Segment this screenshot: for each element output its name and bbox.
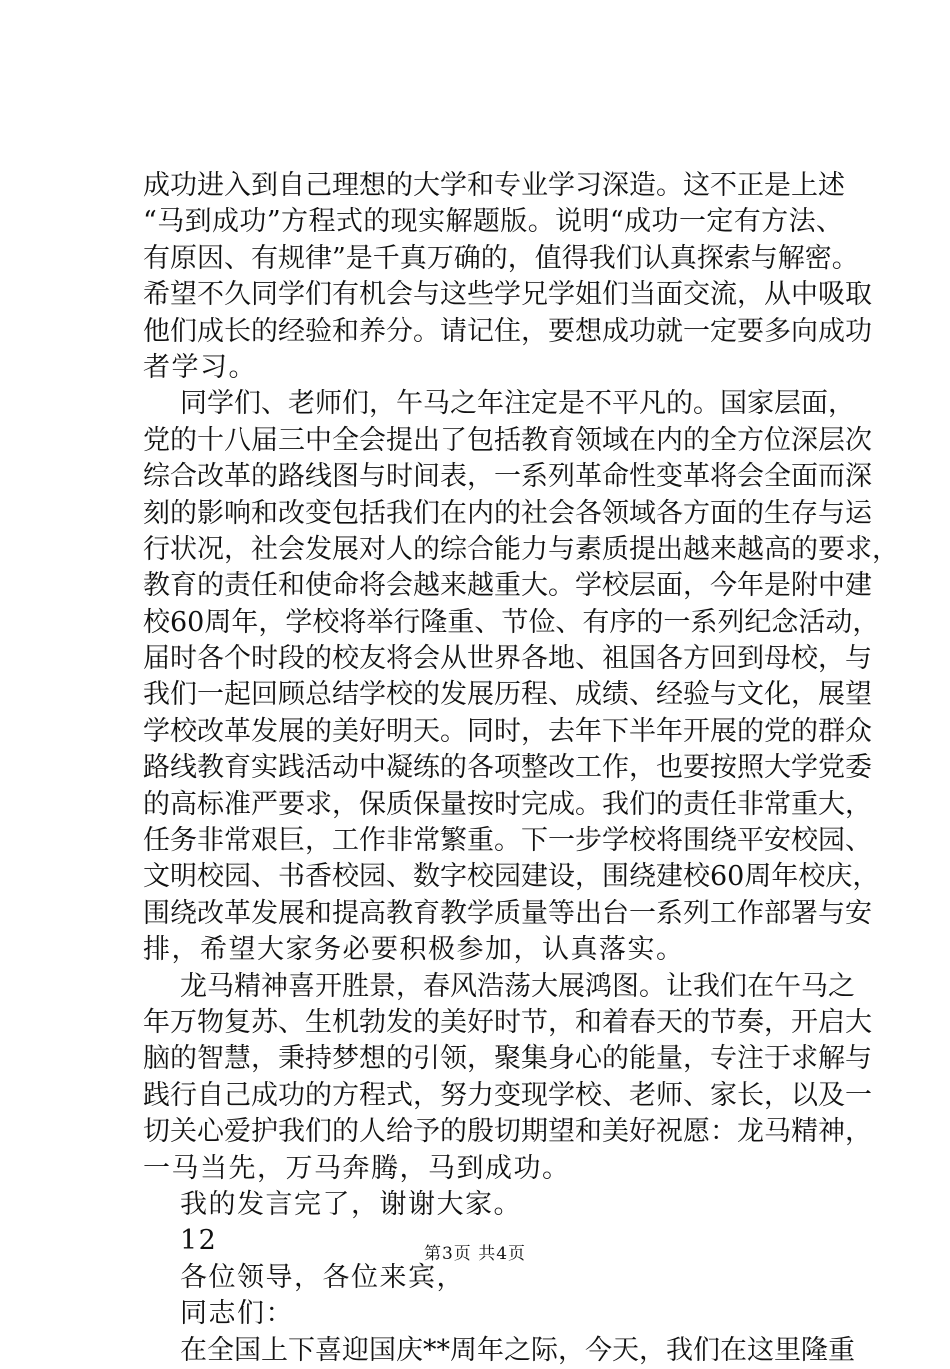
text-line: 校60周年，学校将举行隆重、节俭、有序的一系列纪念活动， <box>143 606 880 638</box>
paragraph-first-line: 在全国上下喜迎国庆**周年之际，今天，我们在这里隆重 <box>180 1334 855 1366</box>
text-line: 一马当先，万马奔腾，马到成功。 <box>143 1152 571 1184</box>
text-line: 教育的责任和使命将会越来越重大。学校层面，今年是附中建 <box>143 570 872 602</box>
text-line: 我们一起回顾总结学校的发展历程、成绩、经验与文化，展望 <box>143 679 872 711</box>
text-line: 行状况，社会发展对人的综合能力与素质提出越来越高的要求， <box>143 533 899 565</box>
text-line: 年万物复苏、生机勃发的美好时节，和着春天的节奏，开启大 <box>143 1006 872 1038</box>
text-line: 切关心爱护我们的人给予的殷切期望和美好祝愿：龙马精神， <box>143 1116 872 1148</box>
text-line: 路线教育实践活动中凝练的各项整改工作，也要按照大学党委 <box>143 752 872 784</box>
text-line: 刻的影响和改变包括我们在内的社会各领域各方面的生存与运 <box>143 497 872 529</box>
text-line: 成功进入到自己理想的大学和专业学习深造。这不正是上述 <box>143 170 845 201</box>
text-line: 任务非常艰巨，工作非常繁重。下一步学校将围绕平安校园、 <box>143 825 872 857</box>
paragraph-first-line: 龙马精神喜开胜景，春风浩荡大展鸿图。让我们在午马之 <box>180 970 855 1002</box>
text-line: 践行自己成功的方程式，努力变现学校、老师、家长，以及一 <box>143 1079 872 1111</box>
text-line: 围绕改革发展和提高教育教学质量等出台一系列工作部署与安 <box>143 897 872 929</box>
text-line: 届时各个时段的校友将会从世界各地、祖国各方回到母校，与 <box>143 643 872 675</box>
closing-line: 我的发言完了，谢谢大家。 <box>180 1188 522 1220</box>
page-footer: 第3页 共4页 <box>423 1244 527 1264</box>
text-line: “马到成功”方程式的现实解题版。说明“成功一定有方法、 <box>143 206 843 238</box>
salutation-line: 各位领导，各位来宾， <box>180 1261 465 1293</box>
text-line: 脑的智慧，秉持梦想的引领，聚集身心的能量，专注于求解与 <box>143 1043 872 1075</box>
text-line: 的高标准严要求，保质保量按时完成。我们的责任非常重大， <box>143 788 872 820</box>
paragraph-first-line: 同学们、老师们，午马之年注定是不平凡的。国家层面， <box>180 388 855 420</box>
text-line: 党的十八届三中全会提出了包括教育领域在内的全方位深层次 <box>143 424 872 456</box>
text-line: 综合改革的路线图与时间表，一系列革命性变革将会全面而深 <box>143 461 872 493</box>
text-line: 他们成长的经验和养分。请记住，要想成功就一定要多向成功 <box>143 315 872 347</box>
text-line: 有原因、有规律”是千真万确的，值得我们认真探索与解密。 <box>143 242 859 274</box>
text-line: 希望不久同学们有机会与这些学兄学姐们当面交流，从中吸取 <box>143 279 872 311</box>
document-body <box>143 168 899 1369</box>
text-line: 者学习。 <box>143 351 257 383</box>
text-line: 排，希望大家务必要积极参加，认真落实。 <box>143 934 685 966</box>
text-line: 文明校园、书香校园、数字校园建设，围绕建校60周年校庆， <box>143 861 880 893</box>
section-number: 12 <box>180 1225 218 1257</box>
text-line: 学校改革发展的美好明天。同时，去年下半年开展的党的群众 <box>143 715 872 747</box>
salutation-line: 同志们： <box>180 1298 294 1330</box>
